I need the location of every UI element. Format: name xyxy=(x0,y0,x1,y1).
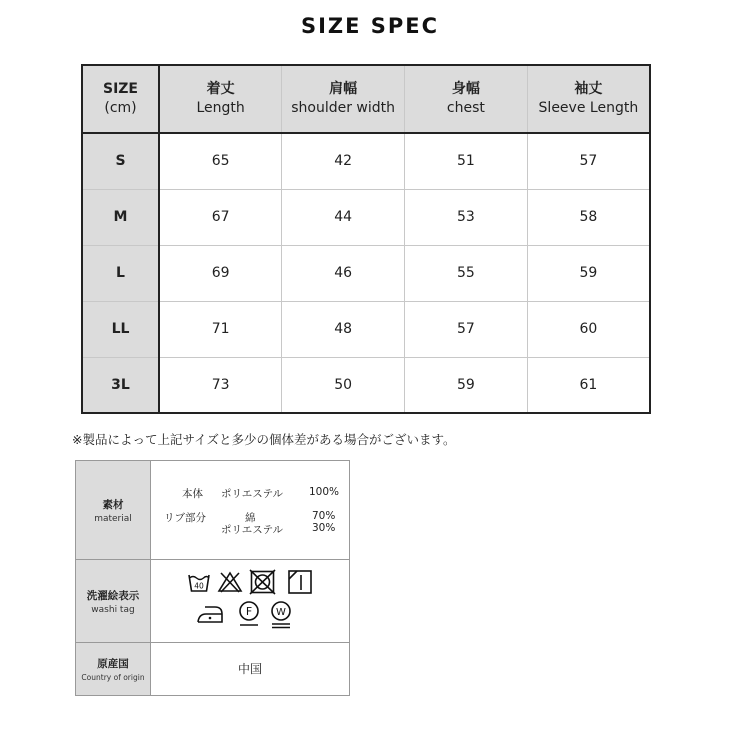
size-label: L xyxy=(82,245,159,301)
table-cell: 67 xyxy=(159,189,282,245)
svg-text:F: F xyxy=(245,605,253,618)
table-cell: 55 xyxy=(405,245,528,301)
rib-percentage-1: 70% xyxy=(312,510,336,522)
table-cell: 42 xyxy=(282,133,405,189)
table-cell: 44 xyxy=(282,189,405,245)
table-cell: 57 xyxy=(405,301,528,357)
table-cell: 50 xyxy=(282,357,405,413)
table-cell: 61 xyxy=(527,357,650,413)
table-cell: 73 xyxy=(159,357,282,413)
dry-clean-f-icon xyxy=(237,600,261,628)
table-row xyxy=(82,357,650,413)
size-label: 3L xyxy=(82,357,159,413)
svg-text:40: 40 xyxy=(194,581,204,591)
column-header-length: 着丈 Length xyxy=(159,65,282,133)
body-part-label: 本体 xyxy=(182,488,203,500)
table-row xyxy=(82,301,650,357)
size-label: S xyxy=(82,133,159,189)
wash-40-icon xyxy=(187,570,211,594)
table-cell: 60 xyxy=(527,301,650,357)
material-label: 素材 material xyxy=(76,461,151,560)
table-cell: 46 xyxy=(282,245,405,301)
no-bleach-icon xyxy=(217,570,243,594)
rib-fabric-2: ポリエステル xyxy=(221,524,284,536)
table-cell: 69 xyxy=(159,245,282,301)
table-cell: 48 xyxy=(282,301,405,357)
size-variance-note: ※製品によって上記サイズと多少の個体差がある場合がございます。 xyxy=(72,432,456,447)
rib-percentage-2: 30% xyxy=(312,522,336,534)
origin-label: 原産国 Country of origin xyxy=(76,643,151,696)
washing-row xyxy=(76,560,350,643)
origin-row xyxy=(76,643,350,696)
size-header-label: SIZE xyxy=(102,81,138,97)
material-row xyxy=(76,461,350,560)
table-cell: 59 xyxy=(527,245,650,301)
column-header-sleeve: 袖丈 Sleeve Length xyxy=(527,65,650,133)
line-dry-shade-icon xyxy=(287,569,313,595)
iron-low-icon xyxy=(195,602,225,626)
body-percentage: 100% xyxy=(309,486,340,498)
origin-value: 中国 xyxy=(237,662,262,676)
size-label: M xyxy=(82,189,159,245)
washing-label: 洗濯絵表示 washi tag xyxy=(76,560,151,643)
size-header xyxy=(82,65,159,133)
table-cell: 71 xyxy=(159,301,282,357)
table-cell: 58 xyxy=(527,189,650,245)
size-spec-table xyxy=(81,64,651,414)
table-cell: 51 xyxy=(405,133,528,189)
table-header-row xyxy=(82,65,650,133)
origin-value-cell xyxy=(151,643,350,696)
wet-clean-w-icon xyxy=(269,600,293,630)
table-row xyxy=(82,245,650,301)
no-tumble-dry-icon xyxy=(249,569,276,595)
page-title: SIZE SPEC xyxy=(300,14,440,38)
table-row xyxy=(82,189,650,245)
rib-part-label: リブ部分 xyxy=(164,512,206,524)
table-cell: 59 xyxy=(405,357,528,413)
body-fabric: ポリエステル xyxy=(221,488,284,500)
table-cell: 65 xyxy=(159,133,282,189)
rib-fabric-1: 綿 xyxy=(245,512,256,524)
column-header-chest: 身幅 chest xyxy=(405,65,528,133)
material-content xyxy=(151,461,350,560)
table-row xyxy=(82,133,650,189)
table-cell: 57 xyxy=(527,133,650,189)
column-header-shoulder: 肩幅 shoulder width xyxy=(282,65,405,133)
size-label: LL xyxy=(82,301,159,357)
size-header-unit: (cm) xyxy=(104,100,137,116)
product-info-table xyxy=(75,460,350,696)
washing-symbols xyxy=(151,560,350,643)
svg-text:W: W xyxy=(276,607,286,618)
table-cell: 53 xyxy=(405,189,528,245)
